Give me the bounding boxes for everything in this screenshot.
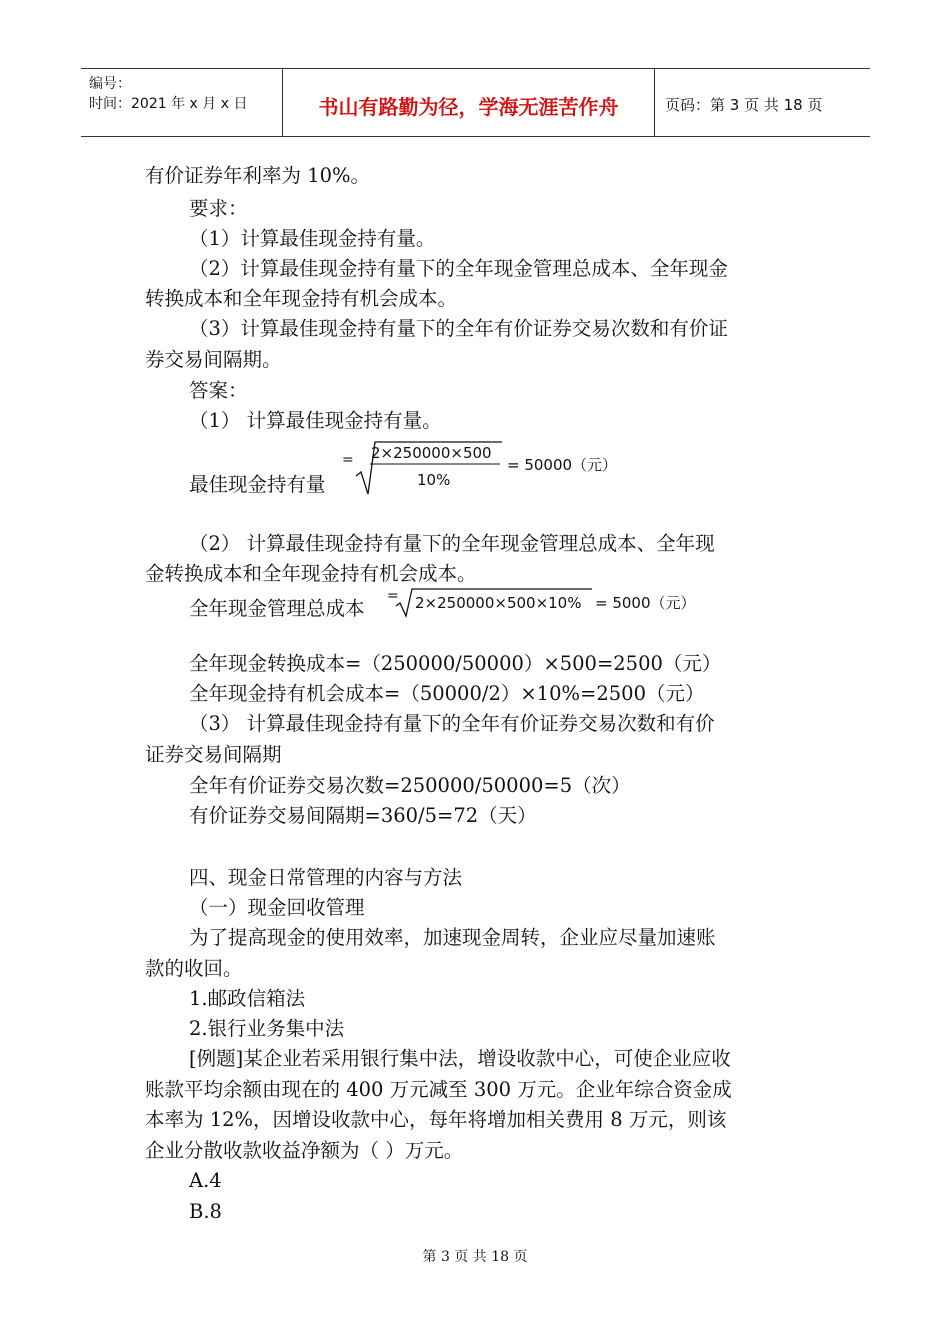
text-line: [例题]某企业若采用银行集中法，增设收款中心，可使企业应收 [189, 1047, 731, 1070]
formula-eq-sign: = [387, 588, 399, 604]
text-line: 全年现金持有机会成本=（50000/2）×10%=2500（元） [189, 682, 705, 705]
text-line: 1.邮政信箱法 [189, 987, 306, 1010]
page-footer: 第 3 页 共 18 页 [422, 1249, 528, 1265]
section-heading: 四、现金日常管理的内容与方法 [189, 866, 463, 889]
header-page-info: 页码：第 3 页 共 18 页 [665, 96, 823, 114]
document-date-label: 时间：2021 年 x 月 x 日 [89, 96, 248, 112]
text-line: （2）计算最佳现金持有量下的全年现金管理总成本、全年现金 [189, 257, 728, 280]
text-line: 转换成本和全年现金持有机会成本。 [145, 287, 458, 310]
text-line: 全年有价证券交易次数=250000/50000=5（次） [189, 774, 631, 797]
formula-numerator: 2×250000×500 [371, 444, 492, 462]
answer-option: B.8 [189, 1200, 222, 1223]
formula-result: = 5000（元） [595, 594, 696, 612]
text-line: 券交易间隔期。 [145, 348, 282, 371]
text-line: （3）计算最佳现金持有量下的全年有价证券交易次数和有价证 [189, 317, 728, 340]
text-line: 有价证券交易间隔期=360/5=72（天） [189, 804, 537, 827]
text-line: （1） 计算最佳现金持有量。 [189, 409, 442, 432]
text-line: 最佳现金持有量 [189, 473, 326, 496]
text-line: 有价证券年利率为 10%。 [145, 164, 371, 187]
text-line: 2.银行业务集中法 [189, 1017, 345, 1040]
text-line: 款的收回。 [145, 957, 243, 980]
header-page-cell [655, 69, 870, 136]
formula-total-cost [387, 586, 707, 622]
answer-option: A.4 [189, 1169, 222, 1192]
text-line: 为了提高现金的使用效率，加速现金周转，企业应尽量加速账 [189, 926, 716, 949]
header-motto: 书山有路勤为径，学海无涯苦作舟 [318, 95, 619, 119]
text-line: 账款平均余额由现在的 400 万元减至 300 万元。企业年综合资金成 [145, 1078, 732, 1101]
text-line: 答案： [189, 379, 248, 402]
formula-radicand: 2×250000×500×10% [415, 594, 582, 612]
text-line: （2） 计算最佳现金持有量下的全年现金管理总成本、全年现 [189, 532, 715, 555]
text-line: 本率为 12%，因增设收款中心，每年将增加相关费用 8 万元，则该 [145, 1108, 727, 1131]
header-info-cell [81, 69, 283, 136]
page-header [81, 68, 870, 137]
formula-denominator: 10% [417, 471, 451, 489]
formula-optimal-cash [342, 438, 632, 498]
header-motto-cell [283, 69, 655, 136]
text-line: 要求： [189, 197, 248, 220]
text-line: 全年现金管理总成本 [189, 597, 365, 620]
document-number-label: 编号： [89, 76, 131, 92]
formula-result: = 50000（元） [507, 456, 618, 474]
text-line: 全年现金转换成本=（250000/50000）×500=2500（元） [189, 652, 722, 675]
text-line: （1）计算最佳现金持有量。 [189, 227, 436, 250]
text-line: （3） 计算最佳现金持有量下的全年有价证券交易次数和有价 [189, 712, 715, 735]
text-line: 证券交易间隔期 [145, 743, 282, 766]
text-line: 金转换成本和全年现金持有机会成本。 [145, 562, 477, 585]
subsection-heading: （一）现金回收管理 [189, 896, 365, 919]
formula-eq-sign: = [342, 452, 354, 468]
text-line: 企业分散收款收益净额为（ ）万元。 [145, 1139, 464, 1162]
